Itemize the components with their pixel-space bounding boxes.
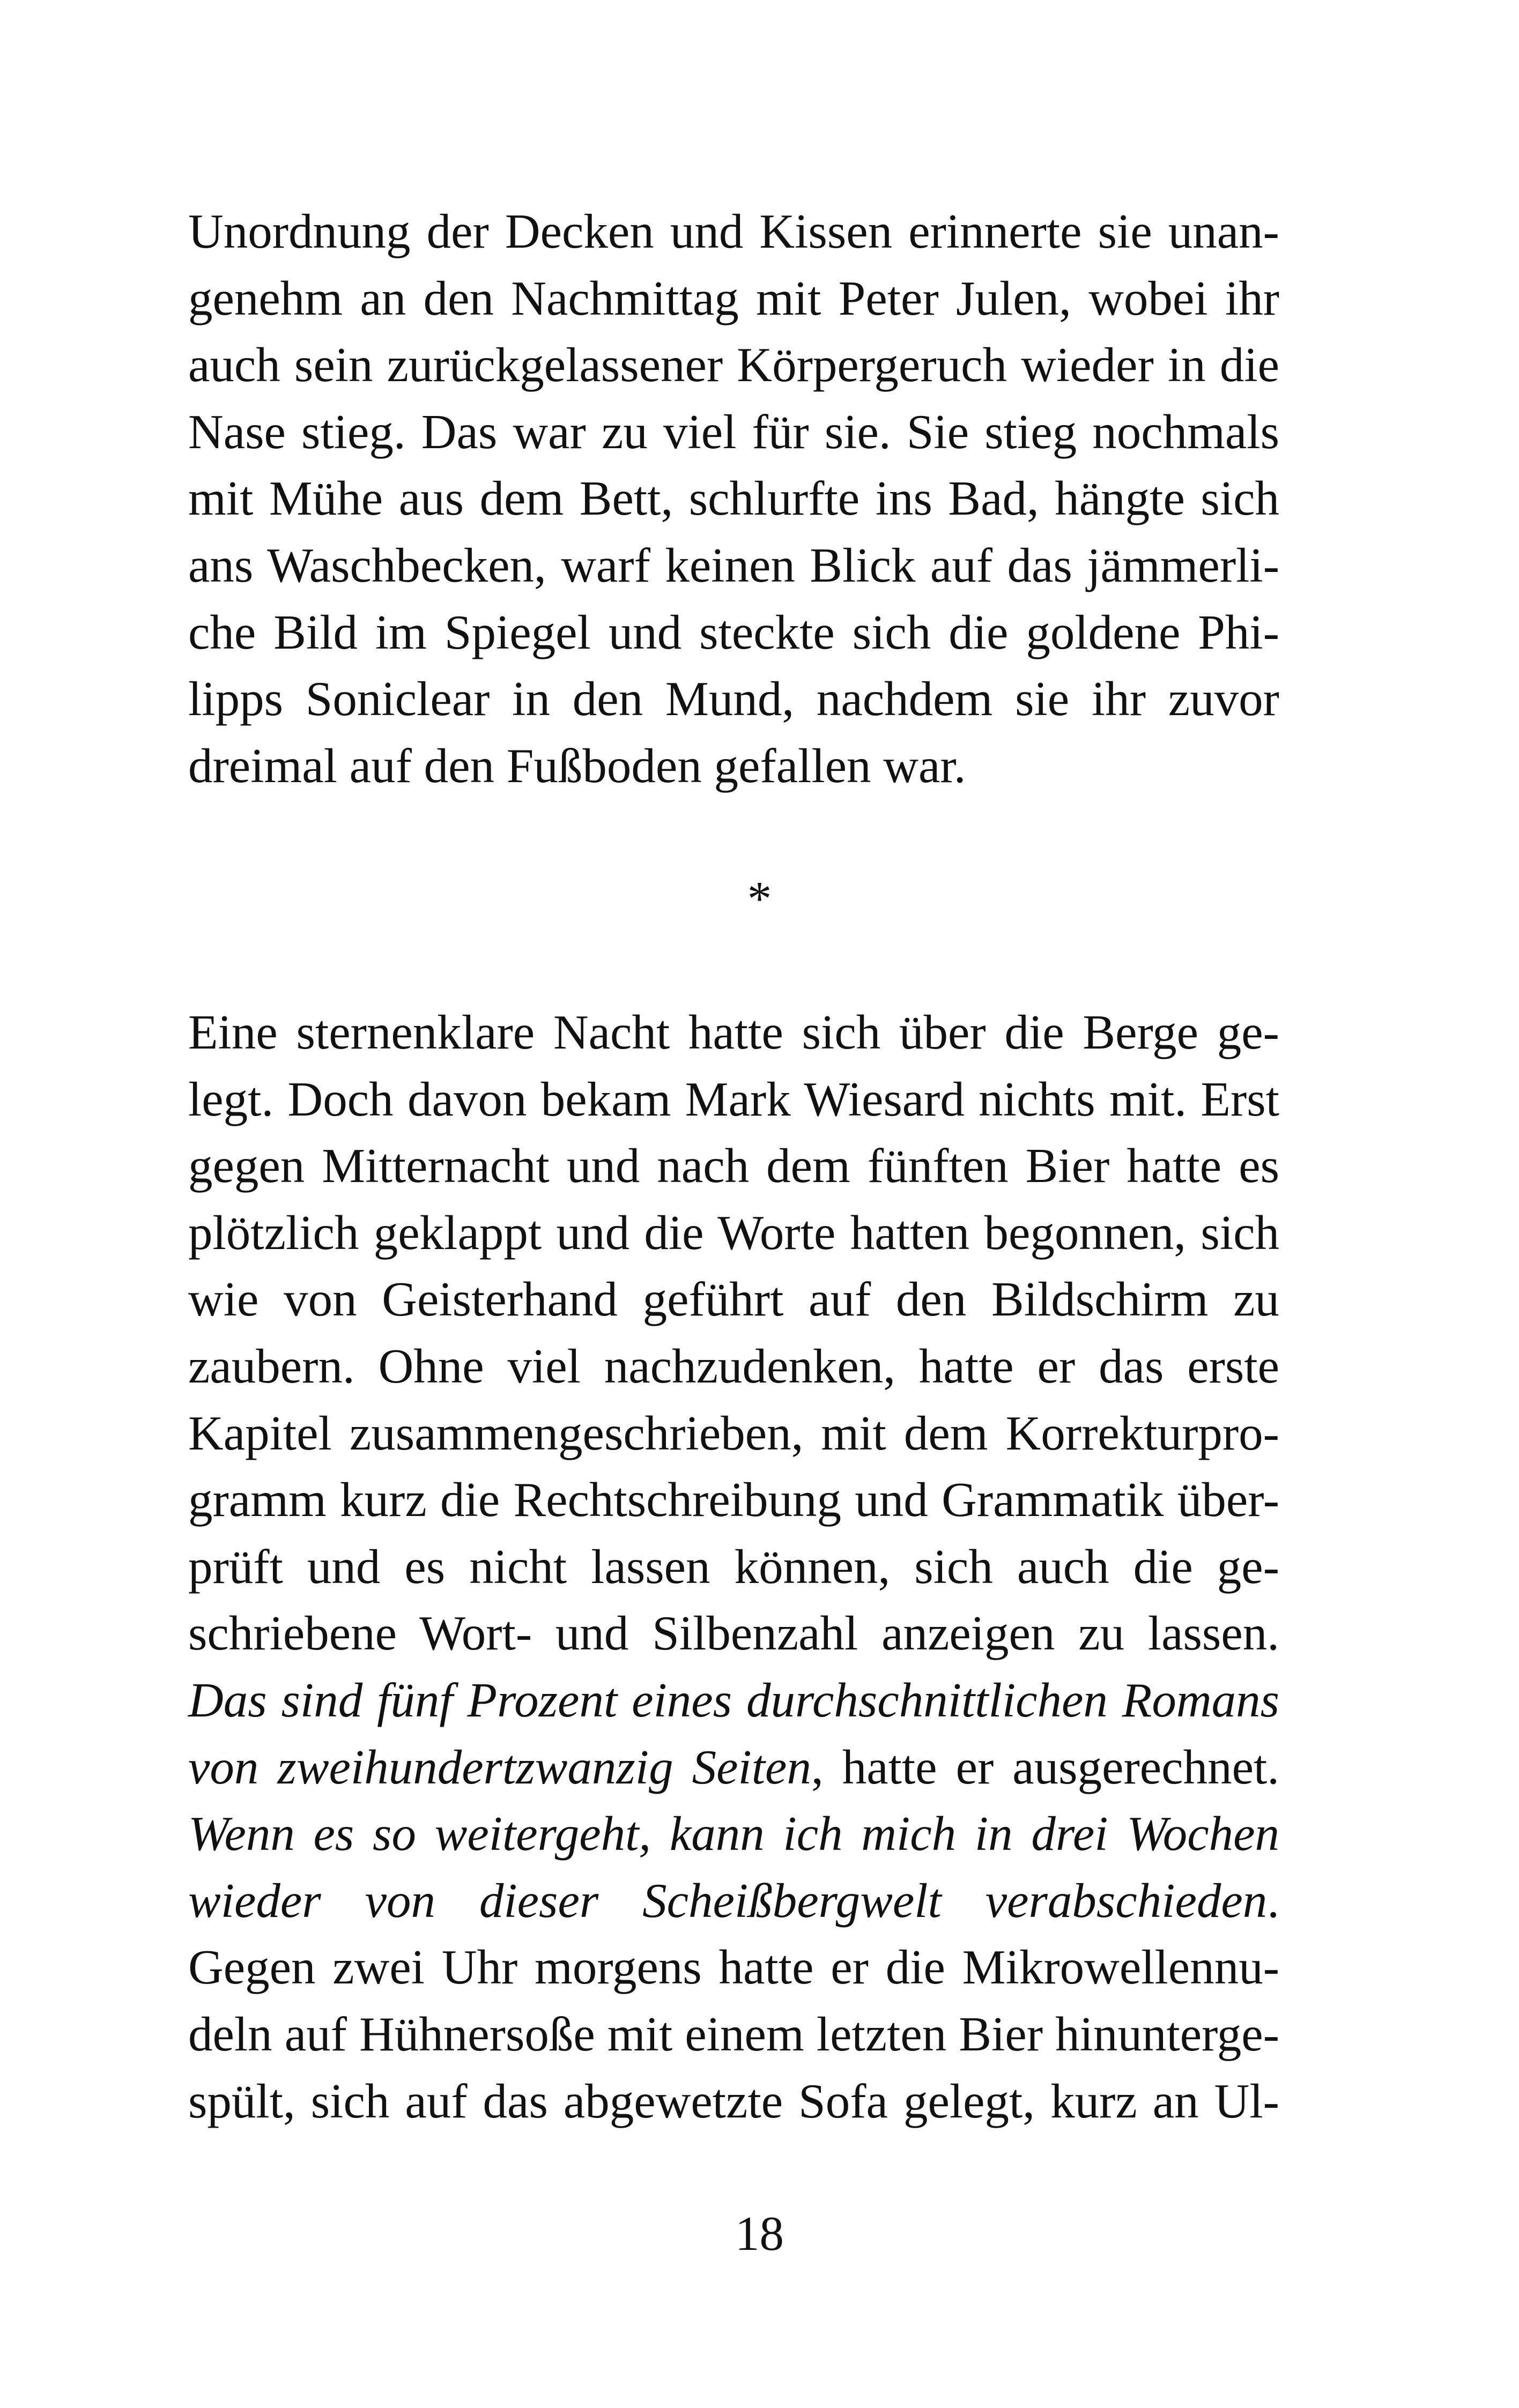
italic-thought: wieder von dieser Scheißbergwelt verabschieden	[188, 1873, 1268, 1928]
text-line: Nase stieg. Das war zu viel für sie. Sie stieg nochmals	[188, 404, 1279, 459]
text-line: wie von Geisterhand geführt auf den Bildschirm zu	[188, 1272, 1279, 1327]
text-line: ans Waschbecken, warf keinen Blick auf das jämmerli-	[188, 538, 1279, 592]
text-line: spült, sich auf das abgewetzte Sofa gelegt, kurz an Ul-	[188, 2073, 1279, 2128]
text-line-italic	[188, 1801, 1279, 1868]
text-line: zaubern. Ohne viel nachzudenken, hatte er das erste	[188, 1339, 1279, 1393]
text-line: dreimal auf den Fußboden gefallen war.	[188, 738, 966, 793]
text-line: mit Mühe aus dem Bett, schlurfte ins Bad, hängte sich	[188, 471, 1279, 526]
text-line-italic	[188, 1667, 1279, 1734]
italic-thought: von zweihundertzwanzig Seiten	[188, 1740, 811, 1794]
text-fragment: .	[1267, 1873, 1279, 1928]
text-line: che Bild im Spiegel und steckte sich die goldene Phi-	[188, 605, 1279, 659]
italic-thought: Wenn es so weitergeht, kann ich mich in drei Wochen	[188, 1807, 1279, 1861]
text-fragment: , hatte er ausgerechnet.	[811, 1740, 1279, 1794]
text-line-mixed	[188, 1734, 1279, 1801]
text-line: auch sein zurückgelassener Körpergeruch wieder in die	[188, 338, 1279, 392]
text-line: lipps Soniclear in den Mund, nachdem sie ihr zuvor	[188, 672, 1279, 726]
text-line: Kapitel zusammengeschrieben, mit dem Korrekturpro-	[188, 1406, 1279, 1460]
text-line: Eine sternenklare Nacht hatte sich über die Berge ge-	[188, 1005, 1279, 1059]
text-line-mixed	[188, 1868, 1279, 1935]
page-number: 18	[735, 2206, 784, 2261]
text-line: Unordnung der Decken und Kissen erinnerte sie unan-	[188, 204, 1279, 258]
text-line: gegen Mitternacht und nach dem fünften Bier hatte es	[188, 1139, 1279, 1193]
paragraph-2	[188, 999, 1279, 2135]
text-line: legt. Doch davon bekam Mark Wiesard nichts mit. Erst	[188, 1072, 1279, 1126]
text-line: gramm kurz die Rechtschreibung und Grammatik über-	[188, 1473, 1279, 1527]
text-line: genehm an den Nachmittag mit Peter Julen, wobei ihr	[188, 271, 1279, 325]
text-line: plötzlich geklappt und die Worte hatten begonnen, sich	[188, 1205, 1279, 1260]
italic-thought: Das sind fünf Prozent eines durchschnittlichen Romans	[188, 1673, 1279, 1727]
text-line: prüft und es nicht lassen können, sich auch die ge-	[188, 1539, 1279, 1594]
text-line: schriebene Wort- und Silbenzahl anzeigen zu lassen.	[188, 1606, 1279, 1661]
text-line: Gegen zwei Uhr morgens hatte er die Mikrowellennu-	[188, 1940, 1279, 1995]
paragraph-1	[188, 198, 1279, 799]
text-line: deln auf Hühnersoße mit einem letzten Bier hinunterge-	[188, 2006, 1279, 2061]
section-separator: *	[747, 872, 772, 926]
